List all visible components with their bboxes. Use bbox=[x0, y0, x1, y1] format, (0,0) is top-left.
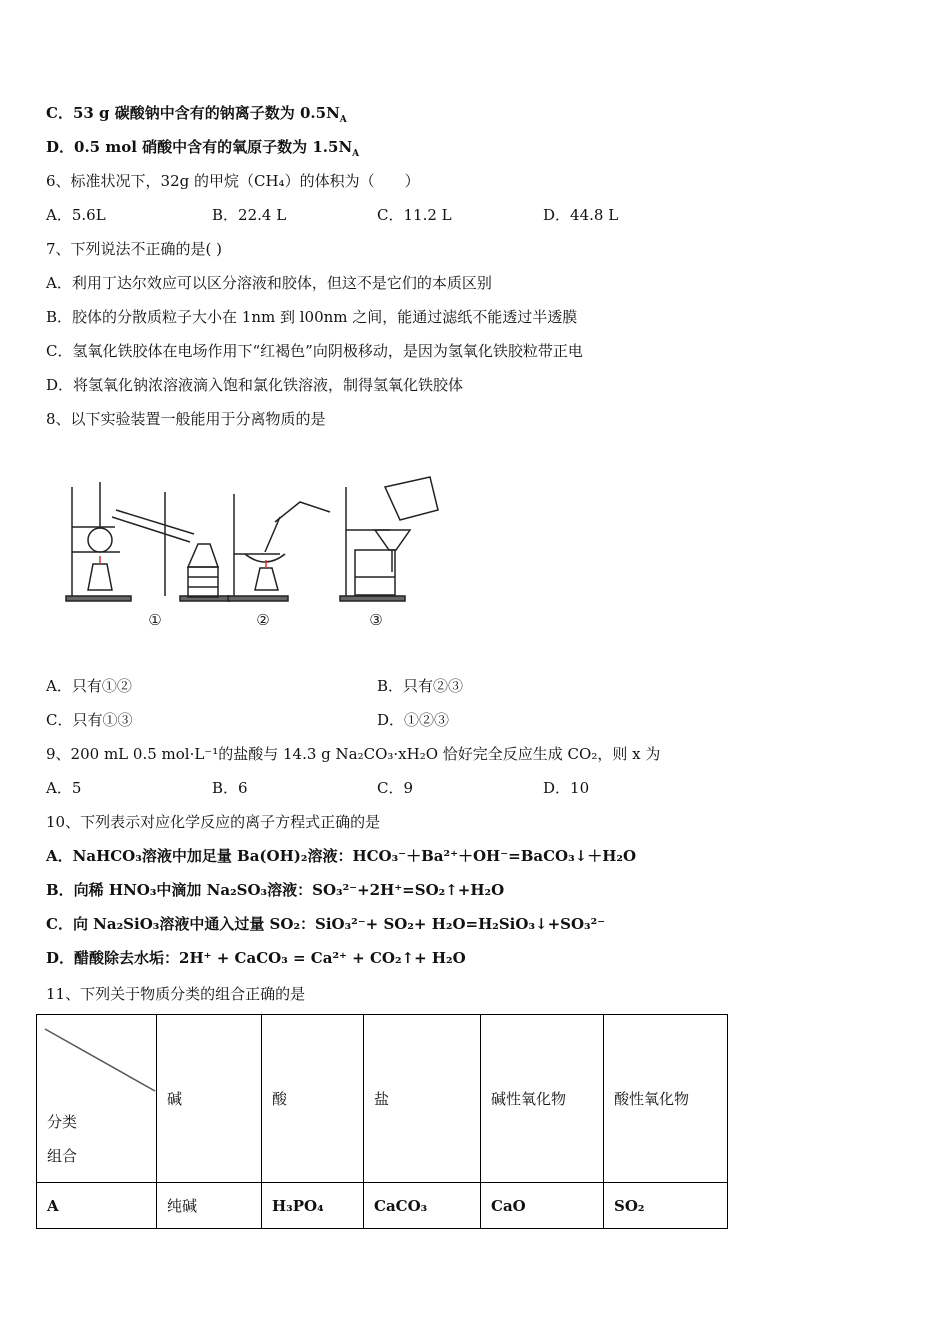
option-5c: C．53 g 碳酸钠中含有的钠离子数为 $0.5N_A$ bbox=[46, 104, 347, 125]
evaporating-dish bbox=[245, 554, 285, 562]
corner-cell bbox=[37, 1015, 157, 1183]
table-header-row bbox=[37, 1015, 728, 1183]
question-9: 9、200 mL 0.5 mol·L⁻¹的盐酸与 14.3 g Na₂CO₃·xH₂O 恰好完全反应生成 CO₂，则 x 为 bbox=[46, 745, 661, 763]
corner-label-bottom: 组合 bbox=[47, 1147, 78, 1165]
q10-option-b: B．向稀 HNO₃中滴加 Na₂SO₃溶液：SO₃²⁻+2H⁺=SO₂↑+H₂O bbox=[46, 881, 505, 899]
header-acid: 酸 bbox=[262, 1015, 364, 1183]
q9-option-b: B．6 bbox=[212, 779, 248, 797]
cell-basic-oxide: CaO bbox=[481, 1183, 604, 1229]
stand-base-2 bbox=[228, 596, 288, 601]
question-6: 6、标准状况下，32g 的甲烷（CH₄）的体积为（ ） bbox=[46, 172, 420, 190]
hand-with-rod bbox=[275, 502, 330, 522]
stand-base-1 bbox=[66, 596, 131, 601]
q7-option-c: C．氢氧化铁胶体在电场作用下“红褐色”向阴极移动，是因为氢氧化铁胶粒带正电 bbox=[46, 342, 583, 360]
figure-label-2: ② bbox=[256, 611, 270, 629]
figure-label-3: ③ bbox=[369, 611, 383, 629]
q7-option-d: D．将氢氧化钠浓溶液滴入饱和氯化铁溶液，制得氢氧化铁胶体 bbox=[46, 376, 464, 394]
q6-option-b: B．22.4 L bbox=[212, 206, 287, 224]
q8-option-d: D．①②③ bbox=[377, 711, 450, 729]
q10-option-d: D．醋酸除去水垢：2H⁺ + CaCO₃ = Ca²⁺ + CO₂↑+ H₂O bbox=[46, 949, 466, 967]
cell-base: 纯碱 bbox=[157, 1183, 262, 1229]
option-5d: D．0.5 mol 硝酸中含有的氧原子数为 $1.5N_A$ bbox=[46, 138, 360, 159]
q6-option-d: D．44.8 L bbox=[543, 206, 619, 224]
stand-base-3 bbox=[340, 596, 405, 601]
q9-option-c: C．9 bbox=[377, 779, 414, 797]
q8-option-c: C．只有①③ bbox=[46, 711, 133, 729]
funnel bbox=[375, 530, 410, 550]
distilling-flask bbox=[88, 528, 112, 552]
table-row bbox=[37, 1183, 728, 1229]
question-8: 8、以下实验装置一般能用于分离物质的是 bbox=[46, 410, 326, 428]
header-basic-oxide: 碱性氧化物 bbox=[481, 1015, 604, 1183]
q10-option-a: A．NaHCO₃溶液中加足量 Ba(OH)₂溶液：HCO₃⁻＋Ba²⁺＋OH⁻=BaCO₃↓＋H₂O bbox=[46, 847, 637, 865]
corner-label-top: 分类 bbox=[47, 1113, 78, 1131]
lab-apparatus-figure bbox=[60, 472, 460, 637]
cell-acidic-oxide: SO₂ bbox=[604, 1183, 728, 1229]
q7-option-a: A．利用丁达尔效应可以区分溶液和胶体，但这不是它们的本质区别 bbox=[46, 274, 492, 292]
beaker bbox=[355, 550, 395, 595]
receiving-flask bbox=[188, 544, 218, 567]
question-7: 7、下列说法不正确的是( ) bbox=[46, 240, 223, 258]
alcohol-lamp-2 bbox=[255, 568, 278, 590]
header-salt: 盐 bbox=[364, 1015, 481, 1183]
q10-option-c: C．向 Na₂SiO₃溶液中通入过量 SO₂：SiO₃²⁻+ SO₂+ H₂O=H₂SiO₃↓+SO₃²⁻ bbox=[46, 915, 606, 933]
header-base: 碱 bbox=[157, 1015, 262, 1183]
q8-option-a: A．只有①② bbox=[46, 677, 132, 695]
pouring-beaker bbox=[385, 477, 438, 520]
q6-option-a: A．5.6L bbox=[46, 206, 106, 224]
q6-option-c: C．11.2 L bbox=[377, 206, 452, 224]
row-label: A bbox=[37, 1183, 157, 1229]
cell-salt: CaCO₃ bbox=[364, 1183, 481, 1229]
q7-option-b: B．胶体的分散质粒子大小在 1nm 到 l00nm 之间，能通过滤纸不能透过半透膜 bbox=[46, 308, 578, 326]
q9-option-a: A．5 bbox=[46, 779, 82, 797]
question-11: 11、下列关于物质分类的组合正确的是 bbox=[46, 985, 306, 1003]
cell-acid: H₃PO₄ bbox=[262, 1183, 364, 1229]
q8-option-b: B．只有②③ bbox=[377, 677, 464, 695]
classification-table bbox=[36, 1014, 728, 1229]
figure-label-1: ① bbox=[148, 611, 162, 629]
q9-option-d: D．10 bbox=[543, 779, 590, 797]
question-10: 10、下列表示对应化学反应的离子方程式正确的是 bbox=[46, 813, 381, 831]
header-acidic-oxide: 酸性氧化物 bbox=[604, 1015, 728, 1183]
alcohol-lamp-1 bbox=[88, 564, 112, 590]
